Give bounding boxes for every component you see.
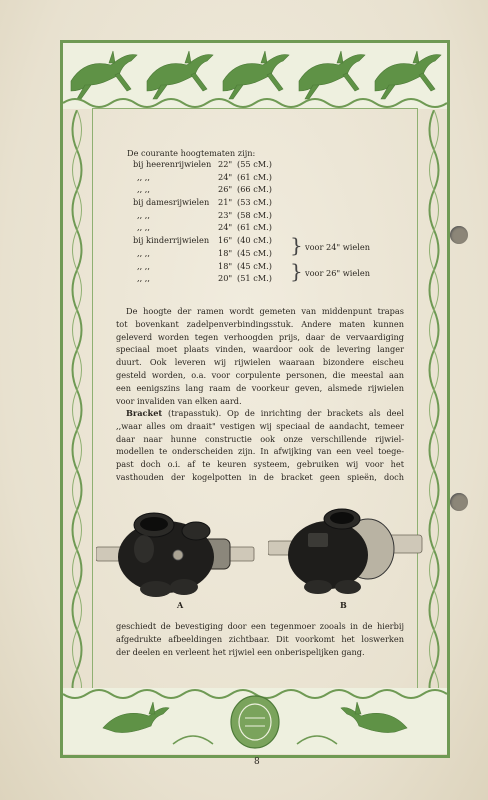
frame-height-paragraph: De hoogte der ramen wordt gemeten van middenpunt trapas tot bovenkant zadelpenverbindingsstuk. Andere maten kunnen geleverd worden tegen verhoogden prijs, daar de vervaardiging speciaal moet plaats vinden, waardoor ook de levering langer duurt. Ook leveren wij rijwielen waaraan bizondere eischeu gesteld worden, o.a. voor corpulente personen, die meestal aan een eenigszins lang raam de voorkeur geven, alsmede rijwielen voor invaliden van elken aard. xyxy=(116,306,404,406)
photo-label-b: B xyxy=(340,600,347,610)
note-26-wheels: voor 26" wielen xyxy=(305,268,370,278)
bottom-antelope-border xyxy=(63,688,447,754)
emblem-ornament xyxy=(231,696,279,748)
punch-hole-top xyxy=(450,226,468,244)
note-24-wheels: voor 24" wielen xyxy=(305,242,370,252)
brace-24: } xyxy=(290,233,303,257)
bracket-photo-b xyxy=(268,505,428,600)
page-number: 8 xyxy=(254,757,260,767)
photo-label-a: A xyxy=(177,600,184,610)
page: De courante hoogtematen zijn: bij heerenrijwielen 22" (55 cM.) ,, ,, 24" (61 cM.) ,, ,, 26" (66 cM.) bij damesrijwielen 21" (53 cM.) ,, ,, 23" (58 cM.) ,, ,, 24" (61 cM.) bij kinderrijwielen 16" (40 cM.) ,, ,, 18" (45 cM.) ,, ,, 18" (45 cM.) ,, ,, 20" (51 cM.) } voor 24" wielen } voor 26" wielen De hoogte der ramen wordt gemeten van middenpunt trapas tot bovenkant zadelpenverbindingsstuk. Andere maten kunnen geleverd worden tegen verhoogden prijs, daar de vervaardiging speciaal moet plaats vinden, waardoor ook de levering langer duurt. Ook leveren wij rijwielen waaraan bizondere eischeu gesteld worden, o.a. voor corpulente personen, die meestal aan een eenigszins lang raam de voorkeur geven, alsmede rijwielen voor invaliden van elken aard. Bracket (trapasstuk). Op de inrichting der brackets als deel ,,waar alles om draait" vestigen wij speciaal de aandacht, temeer daar naar hunne constructie ook onze verschillende rijwiel- modellen te onderscheiden zijn. In afwijking van een veel toege- past doch o.i. af te keuren systeem, gebruiken wij voor het vasthouden der kogelpotten in de bracket geen spieën, doch A B geschiedt de bevestiging door een tegenmoer zooals in de hierbij afgedrukte afbeeldingen zichtbaar. Dit voorkomt het loswerken der deelen en verleent het rijwiel een onberispelijken gang. 8 xyxy=(0,0,488,800)
top-antelope-border xyxy=(63,43,447,109)
left-vine-ornament xyxy=(66,110,88,696)
lock-nut-paragraph: geschiedt de bevestiging door een tegenmoer zooals in de hierbij afgedrukte afbeeldingen zichtbaar. Dit voorkomt het loswerken der deelen en verleent het rijwiel een onberispelijken gang. xyxy=(116,621,404,657)
bracket-heading: Bracket xyxy=(126,408,163,418)
brace-26: } xyxy=(290,259,303,283)
punch-hole-bottom xyxy=(450,493,468,511)
sizes-intro: De courante hoogtematen zijn: xyxy=(127,148,256,158)
bracket-paragraph: Bracket (trapasstuk). Op de inrichting der brackets als deel ,,waar alles om draait" vestigen wij speciaal de aandacht, temeer daar naar hunne constructie ook onze verschillende rijwiel- modellen te onderscheiden zijn. In afwijking van een veel toege- past doch o.i. af te keuren systeem, gebruiken wij voor het vasthouden der kogelpotten in de bracket geen spieën, doch xyxy=(116,408,404,482)
right-vine-ornament xyxy=(423,110,445,696)
bracket-photo-a xyxy=(96,505,256,600)
